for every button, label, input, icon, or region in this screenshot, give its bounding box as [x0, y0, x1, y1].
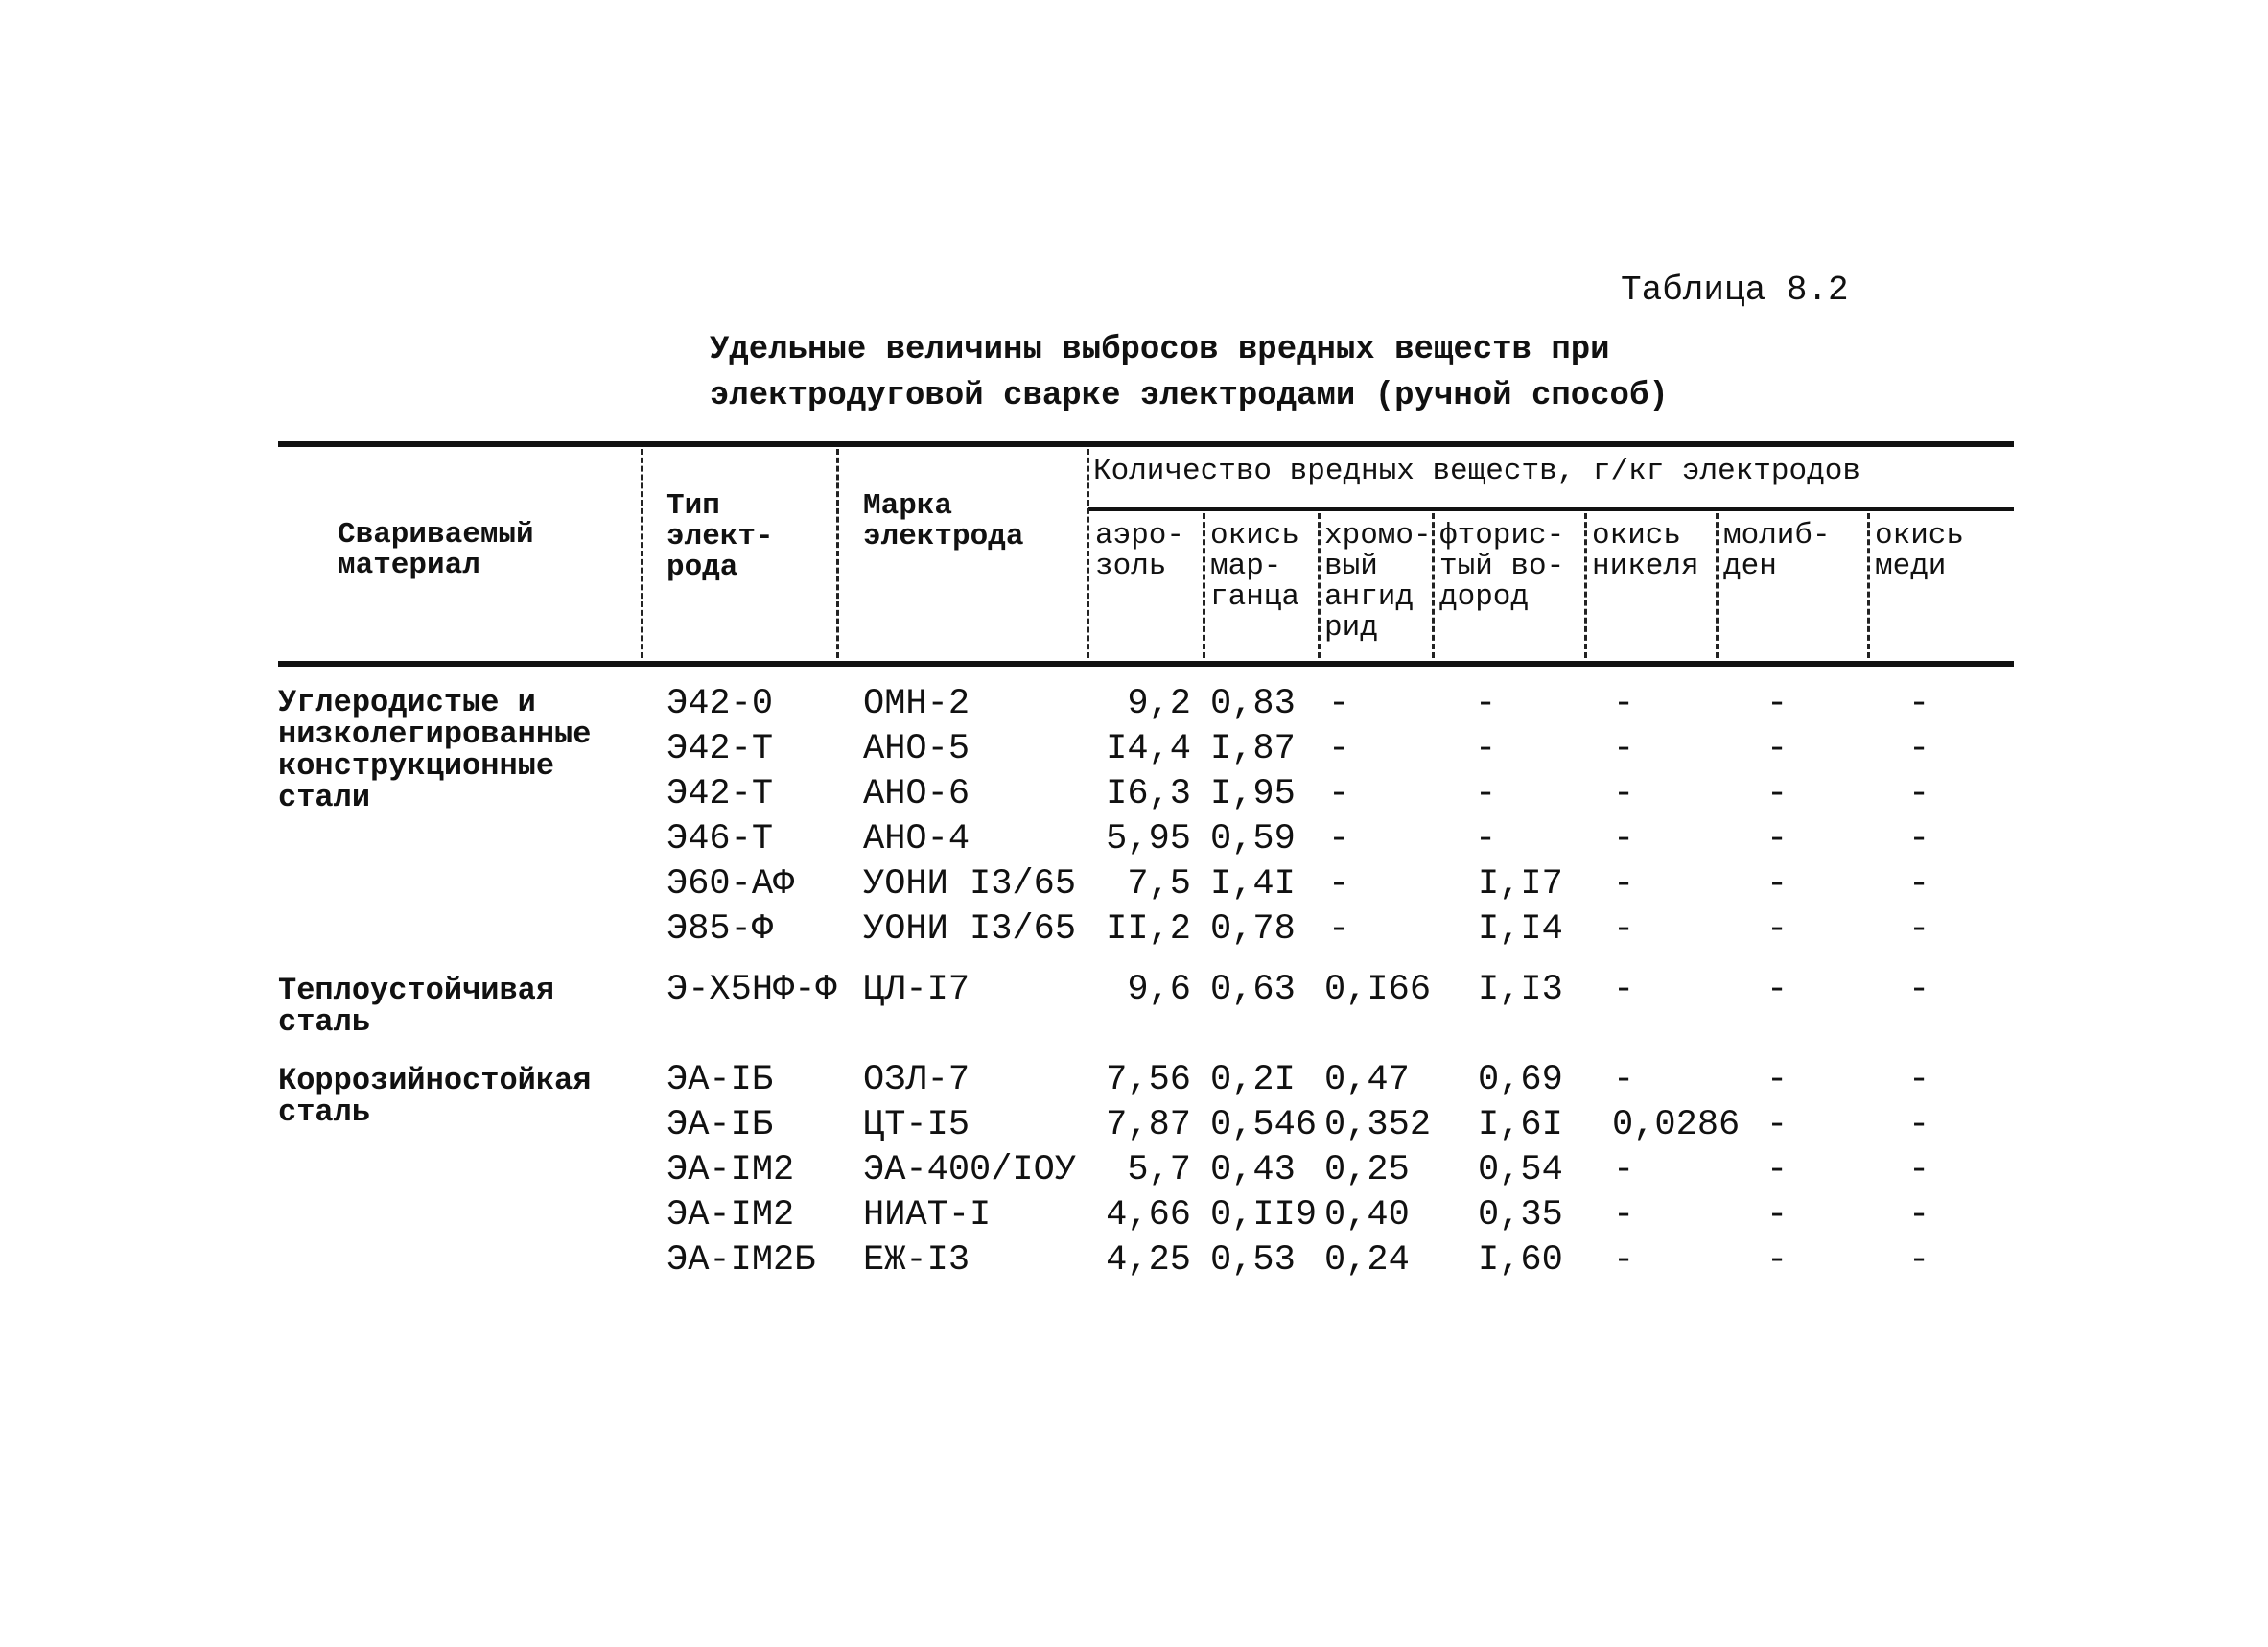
- value-hydrogen-fluoride: -: [1475, 729, 1497, 769]
- header-aerosol: аэро- золь: [1095, 519, 1185, 583]
- material-name: Коррозийностойкая сталь: [278, 1063, 592, 1130]
- value-nickel-oxide: -: [1613, 970, 1635, 1010]
- value-nickel-oxide: -: [1613, 909, 1635, 950]
- value-nickel-oxide: -: [1613, 1240, 1635, 1281]
- header-manganese-oxide: окись мар- ганца: [1210, 519, 1300, 614]
- value-aerosol: 9,2: [1127, 684, 1191, 724]
- value-manganese-oxide: I,4I: [1210, 864, 1296, 905]
- value-copper-oxide: -: [1908, 729, 1930, 769]
- value-chromic-anhydride: -: [1328, 909, 1350, 950]
- value-molybdenum: -: [1766, 819, 1789, 859]
- header-chromic-anhydride: хромо- вый ангид рид: [1324, 519, 1432, 645]
- value-hydrogen-fluoride: I,I4: [1478, 909, 1563, 950]
- value-molybdenum: -: [1766, 1105, 1789, 1145]
- value-copper-oxide: -: [1908, 970, 1930, 1010]
- electrode-type: Э60-АФ: [666, 864, 795, 905]
- header-molybdenum: молиб- ден: [1723, 519, 1831, 583]
- header-electrode-type: Тип элект- рода: [666, 489, 774, 584]
- value-hydrogen-fluoride: 0,54: [1478, 1150, 1563, 1190]
- value-hydrogen-fluoride: I,6I: [1478, 1105, 1563, 1145]
- column-divider: [1203, 513, 1205, 658]
- value-aerosol: 9,6: [1127, 970, 1191, 1010]
- value-aerosol: II,2: [1106, 909, 1191, 950]
- table-number: Таблица 8.2: [1621, 271, 1849, 310]
- value-manganese-oxide: 0,78: [1210, 909, 1296, 950]
- value-copper-oxide: -: [1908, 1060, 1930, 1100]
- value-copper-oxide: -: [1908, 684, 1930, 724]
- electrode-type: Э42-Т: [666, 729, 774, 769]
- value-nickel-oxide: -: [1613, 864, 1635, 905]
- value-molybdenum: -: [1766, 909, 1789, 950]
- value-hydrogen-fluoride: -: [1475, 774, 1497, 814]
- header-hydrogen-fluoride: фторис- тый во- дород: [1439, 519, 1565, 614]
- value-molybdenum: -: [1766, 1240, 1789, 1281]
- header-bottom-rule: [278, 661, 2014, 667]
- table-title-line-2: электродуговой сварке электродами (ручной способ): [710, 378, 1669, 414]
- electrode-type: Э42-0: [666, 684, 774, 724]
- material-name: Теплоустойчивая сталь: [278, 973, 555, 1040]
- electrode-brand: ЕЖ-I3: [863, 1240, 970, 1281]
- table-title-line-1: Удельные величины выбросов вредных веществ при: [710, 332, 1610, 368]
- value-manganese-oxide: 0,43: [1210, 1150, 1296, 1190]
- value-chromic-anhydride: 0,25: [1324, 1150, 1410, 1190]
- value-aerosol: I4,4: [1106, 729, 1191, 769]
- value-nickel-oxide: -: [1613, 774, 1635, 814]
- column-divider: [641, 449, 643, 658]
- value-nickel-oxide: -: [1613, 819, 1635, 859]
- electrode-brand: ОЗЛ-7: [863, 1060, 970, 1100]
- value-nickel-oxide: -: [1613, 729, 1635, 769]
- value-manganese-oxide: 0,2I: [1210, 1060, 1296, 1100]
- value-manganese-oxide: I,87: [1210, 729, 1296, 769]
- electrode-type: ЭА-IМ2: [666, 1195, 795, 1235]
- value-chromic-anhydride: -: [1328, 729, 1350, 769]
- value-copper-oxide: -: [1908, 864, 1930, 905]
- electrode-type: ЭА-IБ: [666, 1060, 774, 1100]
- value-aerosol: 7,5: [1127, 864, 1191, 905]
- header-material: Свариваемый материал: [338, 518, 534, 582]
- value-hydrogen-fluoride: I,I7: [1478, 864, 1563, 905]
- value-aerosol: 4,66: [1106, 1195, 1191, 1235]
- electrode-brand: ОМН-2: [863, 684, 970, 724]
- value-aerosol: 7,87: [1106, 1105, 1191, 1145]
- electrode-brand: УОНИ I3/65: [863, 864, 1077, 905]
- electrode-brand: НИАТ-I: [863, 1195, 992, 1235]
- value-chromic-anhydride: -: [1328, 684, 1350, 724]
- value-aerosol: I6,3: [1106, 774, 1191, 814]
- electrode-type: Э-Х5НФ-Ф: [666, 970, 837, 1010]
- value-aerosol: 4,25: [1106, 1240, 1191, 1281]
- value-aerosol: 5,95: [1106, 819, 1191, 859]
- electrode-type: Э46-Т: [666, 819, 774, 859]
- value-manganese-oxide: 0,II9: [1210, 1195, 1318, 1235]
- value-hydrogen-fluoride: -: [1475, 819, 1497, 859]
- value-chromic-anhydride: 0,352: [1324, 1105, 1432, 1145]
- column-divider: [1867, 513, 1870, 658]
- column-divider: [1318, 513, 1321, 658]
- header-substances-group: Количество вредных веществ, г/кг электродов: [1093, 455, 1860, 488]
- electrode-type: ЭА-IМ2Б: [666, 1240, 816, 1281]
- electrode-type: ЭА-IМ2: [666, 1150, 795, 1190]
- electrode-brand: ЦЛ-I7: [863, 970, 970, 1010]
- value-nickel-oxide: -: [1613, 684, 1635, 724]
- value-copper-oxide: -: [1908, 1240, 1930, 1281]
- value-manganese-oxide: 0,546: [1210, 1105, 1318, 1145]
- value-hydrogen-fluoride: 0,69: [1478, 1060, 1563, 1100]
- value-nickel-oxide: 0,0286: [1612, 1105, 1741, 1145]
- header-electrode-brand: Марка электрода: [863, 489, 1024, 553]
- group-header-rule: [1088, 507, 2014, 511]
- value-copper-oxide: -: [1908, 819, 1930, 859]
- header-copper-oxide: окись меди: [1875, 519, 1965, 583]
- value-nickel-oxide: -: [1613, 1150, 1635, 1190]
- electrode-brand: УОНИ I3/65: [863, 909, 1077, 950]
- value-manganese-oxide: 0,59: [1210, 819, 1296, 859]
- value-molybdenum: -: [1766, 1060, 1789, 1100]
- value-chromic-anhydride: -: [1328, 774, 1350, 814]
- value-molybdenum: -: [1766, 729, 1789, 769]
- value-hydrogen-fluoride: I,I3: [1478, 970, 1563, 1010]
- value-hydrogen-fluoride: -: [1475, 684, 1497, 724]
- value-molybdenum: -: [1766, 684, 1789, 724]
- electrode-brand: ЭА-400/IОУ: [863, 1150, 1077, 1190]
- value-hydrogen-fluoride: I,60: [1478, 1240, 1563, 1281]
- column-divider: [1087, 449, 1089, 658]
- value-aerosol: 5,7: [1127, 1150, 1191, 1190]
- value-chromic-anhydride: 0,I66: [1324, 970, 1432, 1010]
- value-manganese-oxide: 0,83: [1210, 684, 1296, 724]
- column-divider: [1432, 513, 1435, 658]
- electrode-brand: АНО-4: [863, 819, 970, 859]
- value-copper-oxide: -: [1908, 909, 1930, 950]
- value-aerosol: 7,56: [1106, 1060, 1191, 1100]
- value-nickel-oxide: -: [1613, 1060, 1635, 1100]
- value-molybdenum: -: [1766, 1195, 1789, 1235]
- value-molybdenum: -: [1766, 864, 1789, 905]
- value-copper-oxide: -: [1908, 1105, 1930, 1145]
- column-divider: [1716, 513, 1719, 658]
- electrode-type: Э85-Ф: [666, 909, 774, 950]
- value-chromic-anhydride: 0,40: [1324, 1195, 1410, 1235]
- table-top-rule: [278, 441, 2014, 447]
- column-divider: [836, 449, 839, 658]
- value-molybdenum: -: [1766, 774, 1789, 814]
- header-nickel-oxide: окись никеля: [1592, 519, 1699, 583]
- value-copper-oxide: -: [1908, 1195, 1930, 1235]
- value-manganese-oxide: I,95: [1210, 774, 1296, 814]
- electrode-brand: АНО-5: [863, 729, 970, 769]
- column-divider: [1584, 513, 1587, 658]
- value-manganese-oxide: 0,63: [1210, 970, 1296, 1010]
- value-molybdenum: -: [1766, 1150, 1789, 1190]
- value-manganese-oxide: 0,53: [1210, 1240, 1296, 1281]
- value-copper-oxide: -: [1908, 774, 1930, 814]
- value-chromic-anhydride: 0,24: [1324, 1240, 1410, 1281]
- electrode-type: Э42-Т: [666, 774, 774, 814]
- value-hydrogen-fluoride: 0,35: [1478, 1195, 1563, 1235]
- electrode-type: ЭА-IБ: [666, 1105, 774, 1145]
- value-chromic-anhydride: -: [1328, 864, 1350, 905]
- value-chromic-anhydride: -: [1328, 819, 1350, 859]
- material-name: Углеродистые и низколегированные конструкционные стали: [278, 685, 592, 815]
- value-copper-oxide: -: [1908, 1150, 1930, 1190]
- value-molybdenum: -: [1766, 970, 1789, 1010]
- value-nickel-oxide: -: [1613, 1195, 1635, 1235]
- electrode-brand: ЦТ-I5: [863, 1105, 970, 1145]
- value-chromic-anhydride: 0,47: [1324, 1060, 1410, 1100]
- electrode-brand: АНО-6: [863, 774, 970, 814]
